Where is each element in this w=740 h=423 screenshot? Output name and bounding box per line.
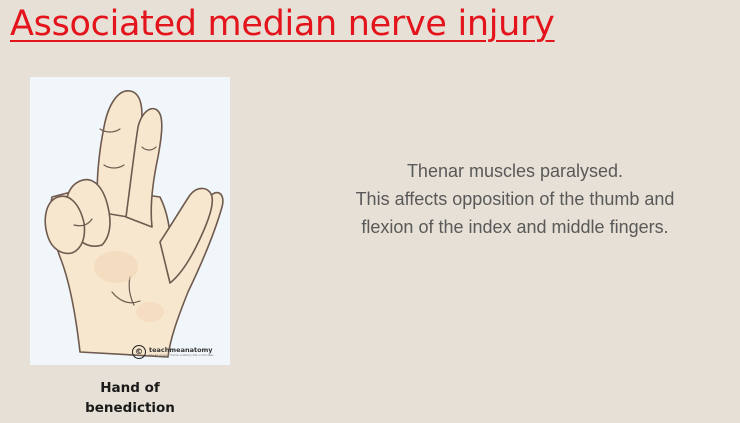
hand-of-benediction-image (30, 77, 230, 365)
figure-caption (60, 378, 200, 418)
copyright-badge (132, 345, 214, 359)
hand-illustration (30, 77, 230, 365)
slide-body-text (300, 157, 730, 241)
body-line-1: Thenar muscles paralysed. (406, 161, 624, 181)
body-line-3: flexion of the index and middle fingers. (361, 217, 669, 237)
brand-name: teachmeanatomy (149, 346, 213, 354)
copyright-text (149, 347, 214, 357)
body-line-2: This affects opposition of the thumb and (355, 189, 675, 209)
caption-line-2: benediction (85, 400, 175, 416)
brand-fine-print: The #1 Applied Human Anatomy Site on the Web. (149, 354, 214, 357)
caption-line-1: Hand of (100, 380, 160, 396)
slide-title: Associated median nerve injury (10, 4, 555, 44)
copyright-icon: © (132, 345, 146, 359)
